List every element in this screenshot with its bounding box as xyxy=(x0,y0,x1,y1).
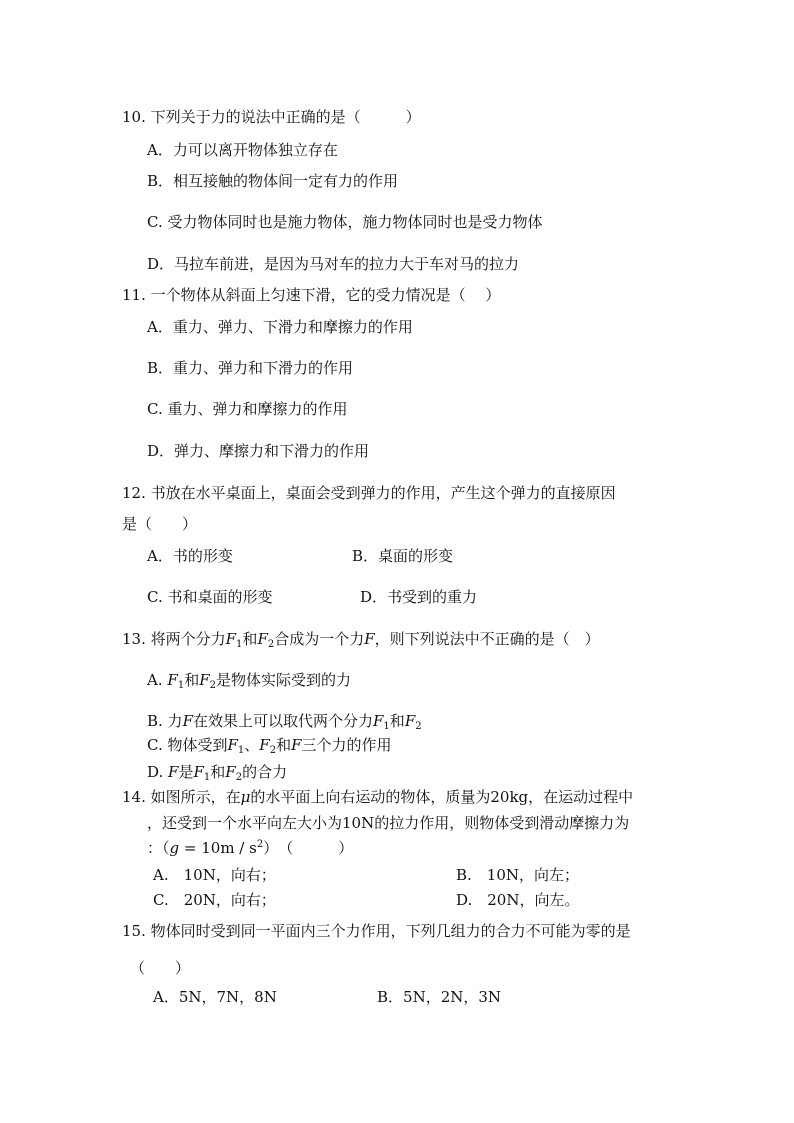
q15-option-a: A．5N，7N，8N xyxy=(153,988,277,1006)
q14-stem-line1: 14. 如图所示，在μ的水平面上向右运动的物体，质量为20kg，在运动过程中 xyxy=(122,788,634,806)
q10-option-d: D．马拉车前进，是因为马对车的拉力大于车对马的拉力 xyxy=(147,255,520,273)
q10-option-c: C. 受力物体同时也是施力物体，施力物体同时也是受力物体 xyxy=(147,213,543,231)
q12-option-b: B．桌面的形变 xyxy=(352,547,454,565)
q11-option-a: A．重力、弹力、下滑力和摩擦力的作用 xyxy=(147,318,413,336)
q10-option-b: B．相互接触的物体间一定有力的作用 xyxy=(147,172,399,190)
q11-option-d: D．弹力、摩擦力和下滑力的作用 xyxy=(147,442,370,460)
q14-stem-line2: ，还受到一个水平向左大小为10N的拉力作用，则物体受到滑动摩擦力为 xyxy=(147,814,630,832)
q15-stem-line2: （ ） xyxy=(130,959,191,977)
q12-option-d: D．书受到的重力 xyxy=(360,588,478,606)
q11-option-b: B．重力、弹力和下滑力的作用 xyxy=(147,359,354,377)
q10-stem: 10. 下列关于力的说法中正确的是（ ） xyxy=(122,108,421,126)
q12-stem-line1: 12. 书放在水平桌面上，桌面会受到弹力的作用，产生这个弹力的直接原因 xyxy=(122,484,616,502)
q14-option-d: D. 20N，向左。 xyxy=(456,891,580,909)
q13-option-a: A. $F_1$和$F_2$是物体实际受到的力 xyxy=(147,671,352,691)
q12-option-a: A．书的形变 xyxy=(147,547,233,565)
q14-option-b: B. 10N，向左； xyxy=(456,866,580,884)
q11-option-c: C. 重力、弹力和摩擦力的作用 xyxy=(147,400,348,418)
q10-option-a: A．力可以离开物体独立存在 xyxy=(147,141,338,159)
q14-option-c: C. 20N，向右； xyxy=(153,891,276,909)
q14-option-a: A. 10N，向右； xyxy=(153,866,276,884)
q11-stem: 11. 一个物体从斜面上匀速下滑，它的受力情况是（ ） xyxy=(122,286,501,304)
q12-option-c: C. 书和桌面的形变 xyxy=(147,588,273,606)
q13-option-b: B. 力F在效果上可以取代两个分力$F_1$和$F_2$ xyxy=(147,712,422,732)
q13-stem: 13. 将两个分力$F_1$和$F_2$合成为一个力F，则下列说法中不正确的是（ ） xyxy=(122,630,600,650)
q13-option-c: C. 物体受到$F_1$、$F_2$和F三个力的作用 xyxy=(147,736,392,756)
q12-stem-line2: 是（ ） xyxy=(122,515,198,533)
q14-stem-line3: ：$(g = 10m / s^2)$ （ ） xyxy=(147,839,354,857)
q15-stem-line1: 15. 物体同时受到同一平面内三个力作用，下列几组力的合力不可能为零的是 xyxy=(122,922,631,940)
q13-option-d: D. F是$F_1$和$F_2$的合力 xyxy=(147,763,288,783)
q15-option-b: B．5N，2N，3N xyxy=(377,988,502,1006)
